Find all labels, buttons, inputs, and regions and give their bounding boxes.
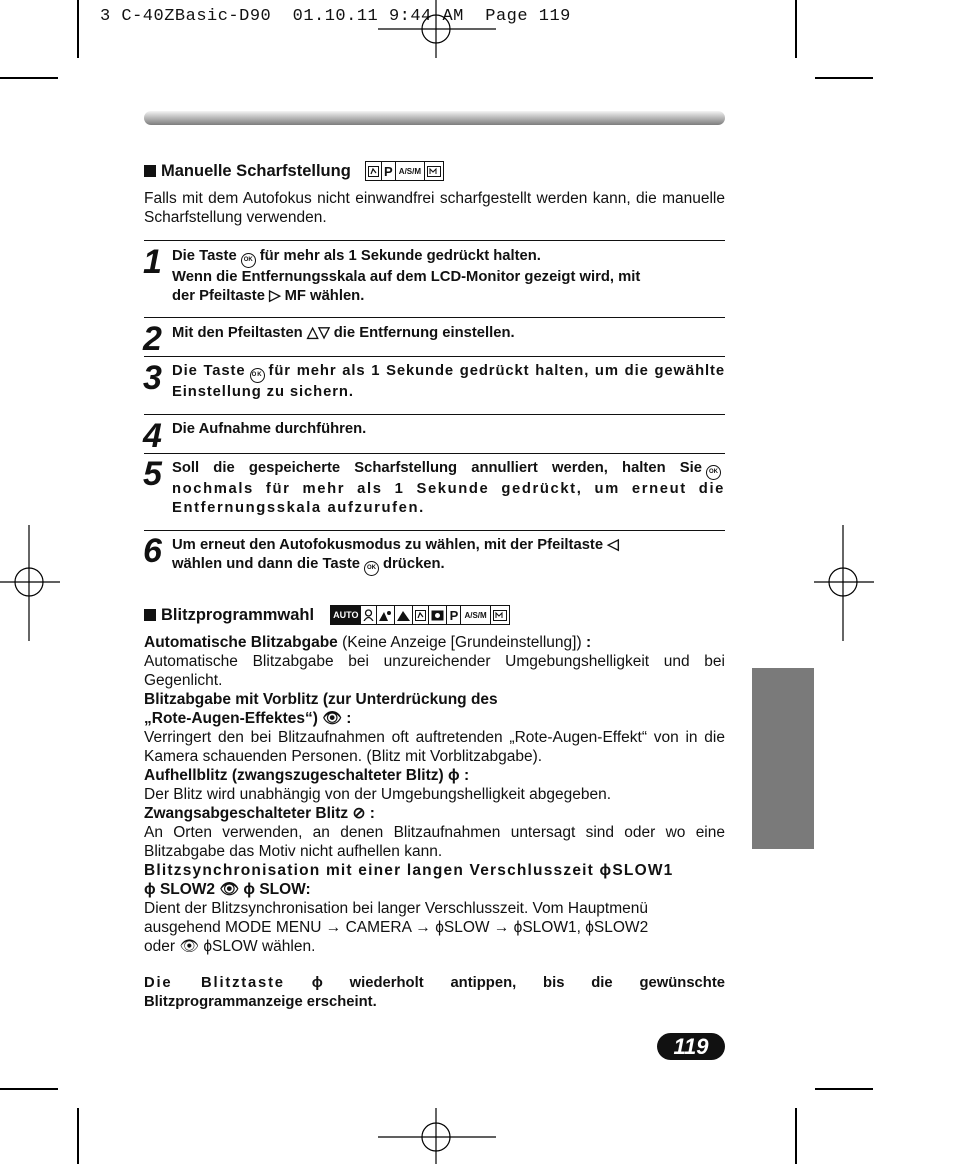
slow-sync-heading-2: ϕ SLOW2 👁 ϕ SLOW: — [144, 881, 311, 898]
step-divider — [144, 530, 725, 531]
flash-off-icon: ⊘ — [352, 805, 366, 822]
slow-sync-text-2: ausgehend MODE MENU → CAMERA → ϕSLOW → ϕSLOW1, ϕSLOW2 — [144, 919, 649, 936]
auto-flash-text: Automatische Blitzabgabe bei unzureichender Umgebungshelligkeit und bei Gegenlicht. — [144, 653, 725, 689]
eye-icon: 👁 — [322, 710, 342, 727]
ok-button-icon: OK — [250, 368, 265, 383]
header-bar — [144, 111, 725, 125]
mode-icons — [330, 605, 510, 625]
arrow-icon: → — [415, 919, 431, 936]
chapter-tab — [752, 668, 814, 849]
crop-mark — [77, 1108, 79, 1164]
auto-flash-heading: Automatische Blitzabgabe (Keine Anzeige [Grundeinstellung]) : — [144, 634, 592, 651]
step-divider — [144, 240, 725, 241]
mode-p-icon: P — [382, 162, 396, 180]
flash-icon: ϕ — [599, 862, 613, 879]
ok-button-icon: OK — [241, 253, 256, 268]
arrow-up-down-icon: △▽ — [306, 325, 330, 341]
ok-button-icon: OK — [364, 561, 379, 576]
crop-mark — [0, 77, 58, 79]
arrow-icon: → — [493, 919, 510, 936]
step-divider — [144, 453, 725, 454]
mode-landscape-icon — [395, 606, 413, 624]
flash-off-heading: Zwangsabgeschalteter Blitz ⊘ : — [144, 805, 375, 822]
flash-icon: ϕ — [448, 767, 460, 784]
page-number: 119 — [657, 1033, 725, 1060]
final-instruction: Die Blitztaste ϕ wiederholt antippen, bis die gewünschte Blitzprogrammanzeige erscheint. — [144, 975, 725, 1010]
section1-intro: Falls mit dem Autofokus nicht einwandfrei scharfgestellt werden kann, die manuelle Scharfstellung verwenden. — [144, 190, 725, 226]
eye-icon: 👁 — [179, 938, 200, 955]
mode-p-icon: P — [447, 606, 461, 624]
mode-asm-icon: A/S/M — [396, 162, 425, 180]
mode-portrait-icon — [361, 606, 377, 624]
redeye-heading-2: „Rote-Augen-Effektes“) 👁 : — [144, 710, 352, 727]
step-number: 6 — [143, 532, 161, 570]
fill-flash-heading: Aufhellblitz (zwangszugeschalteter Blitz) ϕ : — [144, 767, 470, 784]
bullet-square-icon — [144, 609, 156, 621]
step-2-text: Mit den Pfeiltasten △▽ die Entfernung einstellen. — [172, 325, 515, 341]
step-divider — [144, 414, 725, 415]
flash-icon: ϕ — [243, 881, 255, 898]
flash-icon: ϕ — [585, 919, 594, 936]
registration-mark-top — [378, 0, 496, 60]
step-4-text: Die Aufnahme durchführen. — [172, 421, 367, 437]
bullet-square-icon — [144, 165, 156, 177]
crop-mark — [795, 1108, 797, 1164]
flash-off-text: An Orten verwenden, an denen Blitzaufnahmen untersagt sind oder wo eine Blitzabgabe das Motiv nicht aufhellen kann. — [144, 824, 725, 860]
flash-modes-body — [144, 633, 725, 956]
registration-mark-right — [814, 525, 874, 641]
step-number: 1 — [143, 243, 161, 281]
crop-mark — [795, 0, 797, 58]
slow-sync-text-3: oder 👁 ϕSLOW wählen. — [144, 938, 316, 955]
crop-mark — [815, 77, 873, 79]
arrow-right-icon: ▷ — [269, 288, 281, 304]
print-header: 3 C-40ZBasic-D90 01.10.11 9:44 AM Page 119 — [100, 7, 571, 26]
step-divider — [144, 317, 725, 318]
section-manual-focus-title — [144, 161, 444, 181]
ok-button-icon: OK — [706, 465, 721, 480]
step-number: 4 — [143, 417, 161, 455]
mode-landscape-portrait-icon — [377, 606, 395, 624]
registration-mark-left — [0, 525, 60, 641]
flash-icon: ϕ — [203, 938, 213, 955]
crop-mark — [0, 1088, 58, 1090]
mode-asm-icon: A/S/M — [461, 606, 490, 624]
flash-icon: ϕ — [144, 881, 156, 898]
step-1-text: Die Taste OK für mehr als 1 Sekunde gedrückt halten. Wenn die Entfernungsskala auf dem LCD-Monitor gezeigt wird, mit der Pfeiltaste ▷ MF wählen. — [172, 248, 641, 304]
flash-icon: ϕ — [311, 975, 323, 991]
step-5-text: Soll die gespeicherte Scharfstellung annulliert werden, halten Sie OK nochmals für mehr als 1 Sekunde gedrückt, um erneut die Entfernungsskala aufzurufen. — [172, 460, 725, 516]
step-number: 3 — [143, 359, 161, 397]
mode-movie-icon — [491, 606, 509, 624]
mode-night-icon — [413, 606, 429, 624]
eye-icon: 👁 — [219, 881, 240, 898]
step-divider — [144, 356, 725, 357]
slow-sync-heading: Blitzsynchronisation mit einer langen Verschlusszeit ϕSLOW1 — [144, 862, 674, 879]
registration-mark-bottom — [378, 1108, 496, 1164]
redeye-heading-1: Blitzabgabe mit Vorblitz (zur Unterdrückung des — [144, 691, 498, 708]
section-title-text: Blitzprogrammwahl — [161, 605, 315, 624]
flash-icon: ϕ — [435, 919, 444, 936]
fill-flash-text: Der Blitz wird unabhängig von der Umgebungshelligkeit abgegeben. — [144, 786, 612, 803]
mode-icons — [365, 161, 444, 181]
redeye-text: Verringert den bei Blitzaufnahmen oft auftretenden „Rote-Augen-Effekt“ von in die Kamera schauenden Personen. (Blitz mit Vorblitzabgabe). — [144, 729, 725, 765]
step-3-text: Die Taste OK für mehr als 1 Sekunde gedrückt halten, um die gewählte Einstellung zu sichern. — [172, 363, 725, 400]
mode-self-icon — [366, 162, 382, 180]
crop-mark — [815, 1088, 873, 1090]
section-title-text: Manuelle Scharfstellung — [161, 161, 351, 180]
step-number: 2 — [143, 320, 161, 358]
step-6-text: Um erneut den Autofokusmodus zu wählen, mit der Pfeiltaste ◁ wählen und dann die Taste OK drücken. — [172, 536, 725, 576]
arrow-left-icon: ◁ — [607, 537, 619, 553]
flash-icon: ϕ — [513, 919, 523, 936]
crop-mark — [77, 0, 79, 58]
section-flash-title — [144, 605, 510, 625]
mode-movie-icon — [425, 162, 443, 180]
slow-sync-text-1: Dient der Blitzsynchronisation bei langer Verschlusszeit. Vom Hauptmenü — [144, 900, 649, 917]
arrow-icon: → — [325, 919, 342, 936]
mode-auto-icon: AUTO — [331, 606, 361, 624]
step-number: 5 — [143, 455, 161, 493]
mode-self-portrait-icon — [429, 606, 447, 624]
